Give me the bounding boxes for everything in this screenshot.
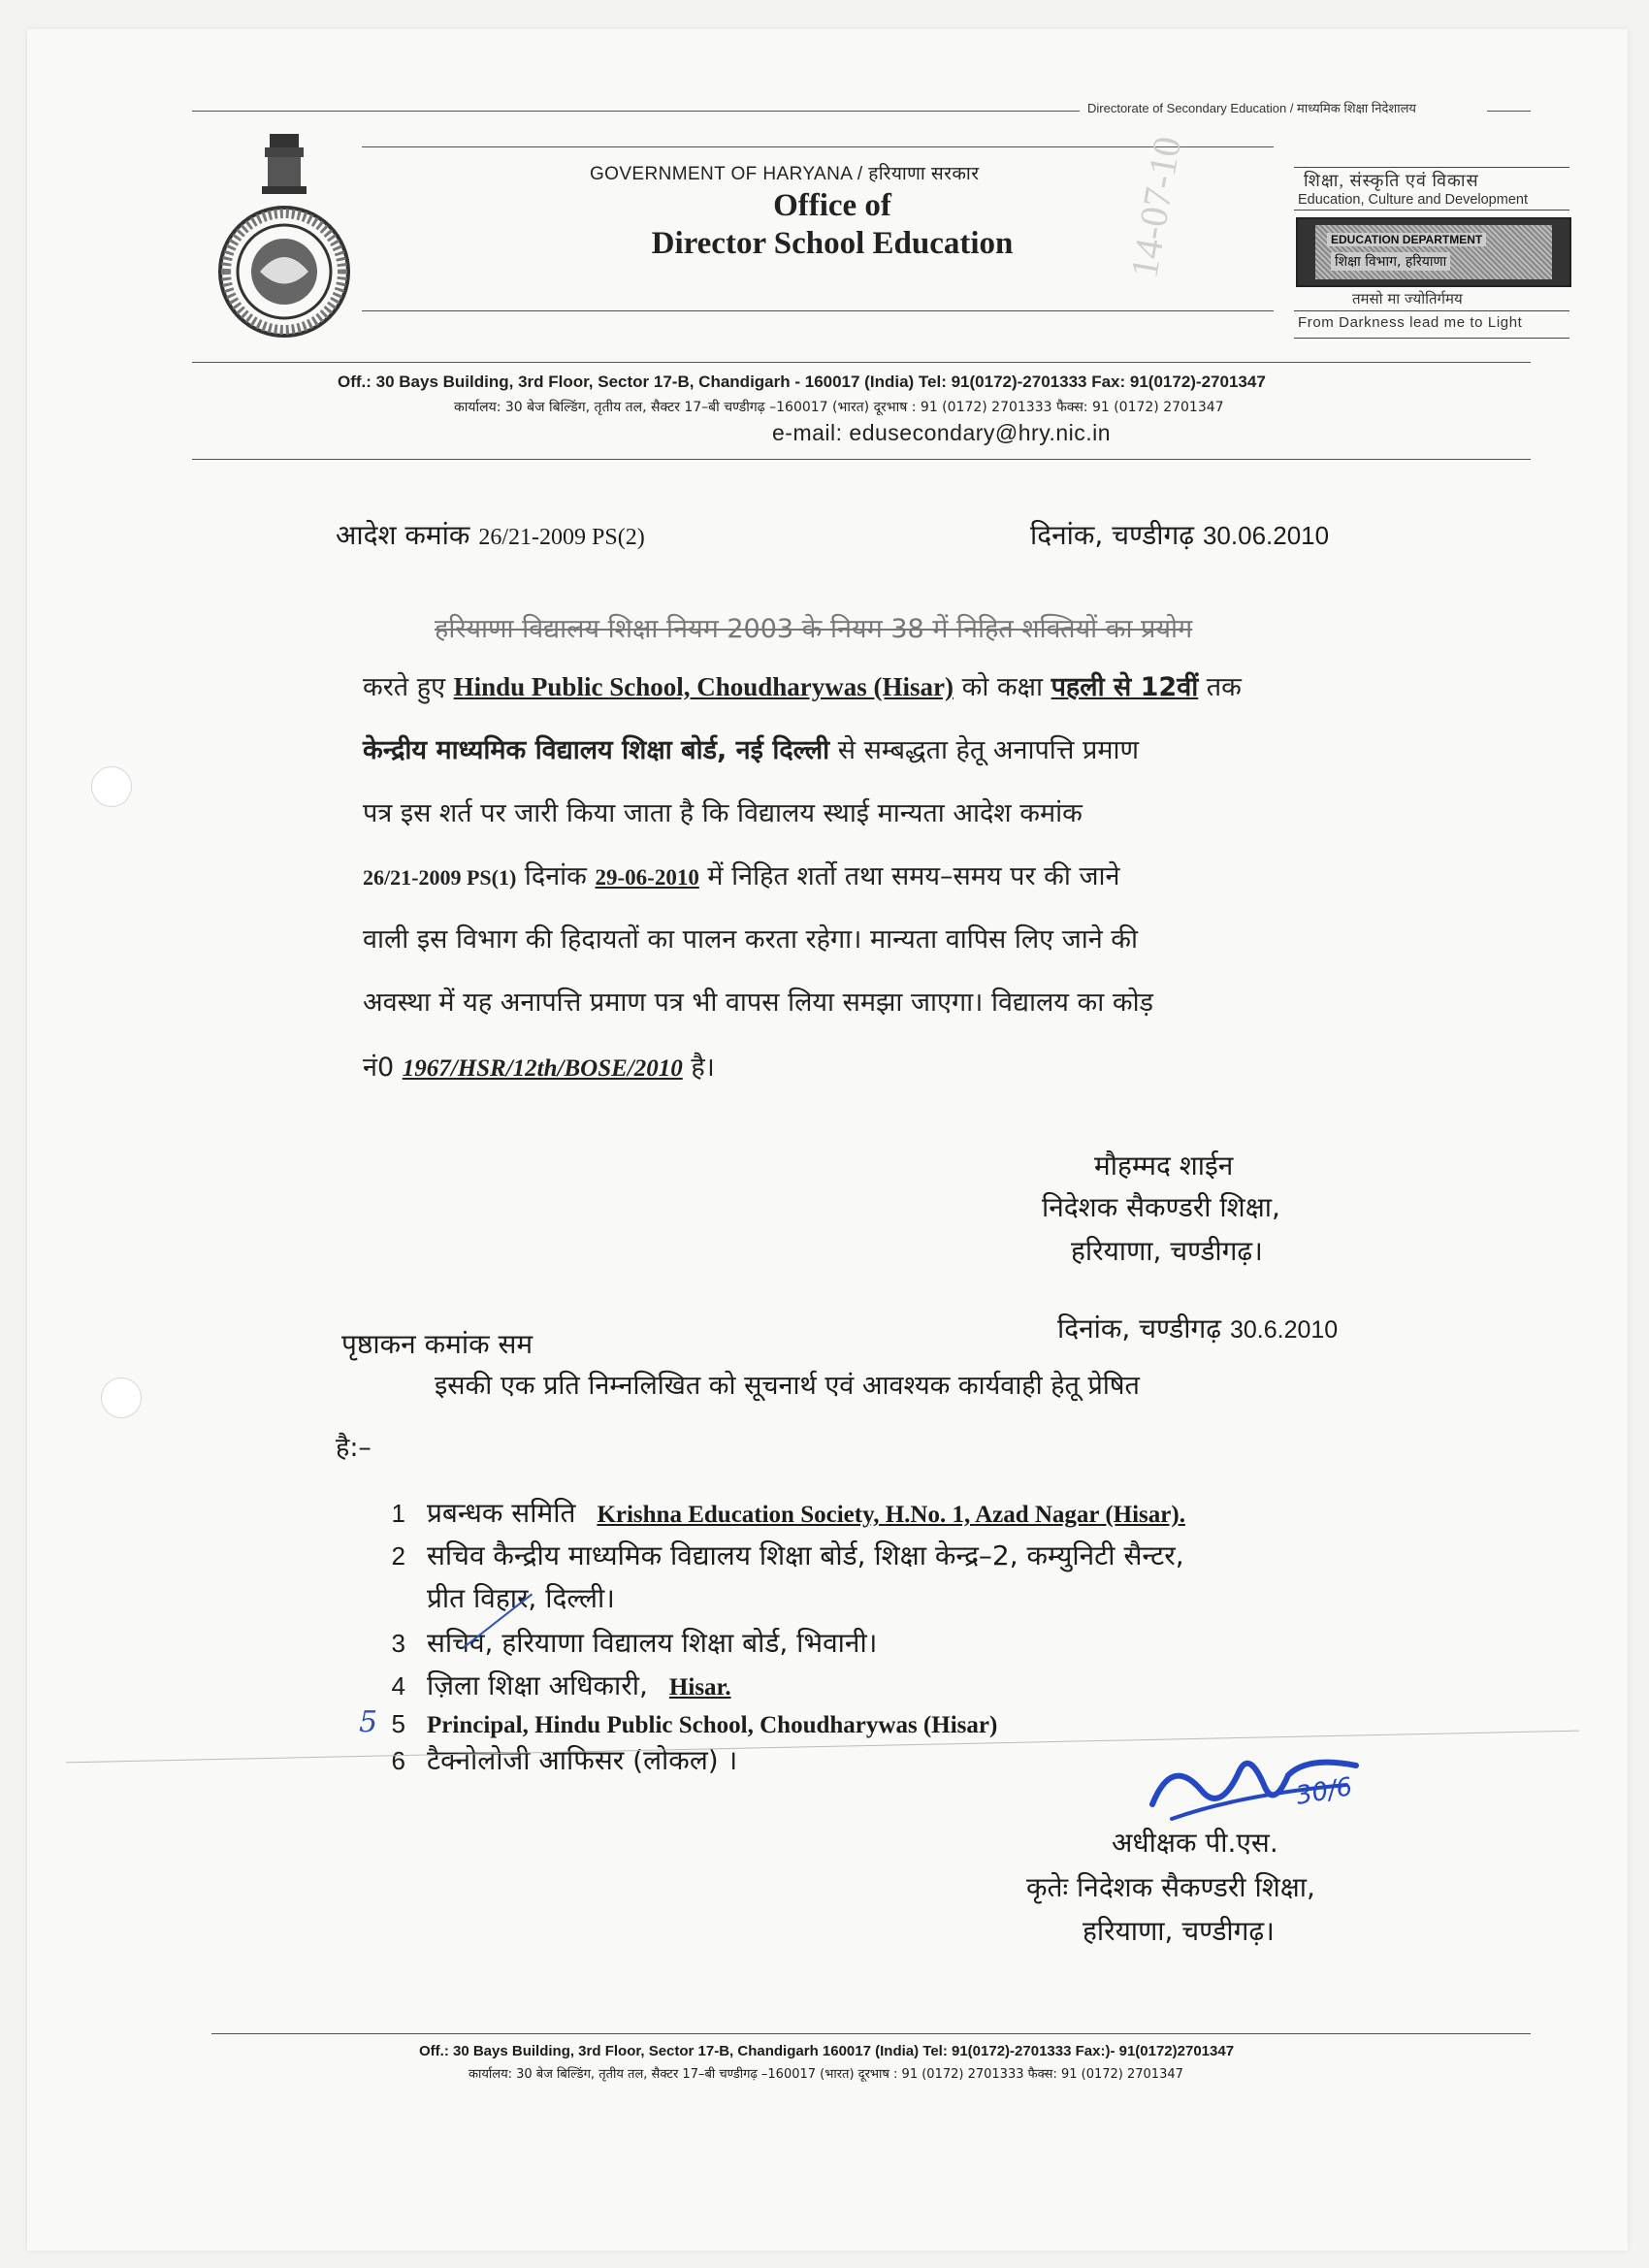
office-title-line1: Office of xyxy=(773,188,891,223)
body-line-4: पत्र इस शर्त पर जारी किया जाता है कि विद्यालय स्थाई मान्यता आदेश कमांक xyxy=(363,798,1083,828)
order-date: 30.06.2010 xyxy=(1202,521,1330,550)
header-rule-top xyxy=(362,146,1274,147)
order-number-row xyxy=(336,516,645,553)
class-range: पहली से 12वीं xyxy=(1051,672,1199,702)
body-line-5-rest: में निहित शर्तो तथा समय–समय पर की जाने xyxy=(707,861,1120,891)
superintendent-designation: कृतेः निदेशक सैकण्डरी शिक्षा, xyxy=(1026,1871,1315,1903)
endorsement-label: पृष्ठाकन कमांक सम xyxy=(341,1328,534,1360)
superintendent-place: हरियाणा, चण्डीगढ़। xyxy=(1083,1915,1275,1947)
recognition-order-ref: 26/21-2009 PS(1) xyxy=(363,865,517,890)
order-date-label: दिनांक, चण्डीगढ़ xyxy=(1030,519,1195,551)
list-item-text: सचिव, हरियाणा विद्यालय शिक्षा बोर्ड, भिवानी। xyxy=(427,1627,878,1659)
order-number: 26/21-2009 PS(2) xyxy=(478,525,645,550)
order-date-row xyxy=(1030,516,1329,553)
address-hi: कार्यालय: 30 बेज बिल्डिंग, तृतीय तल, सैक्टर 17–बी चण्डीगढ़ –160017 (भारत) दूरभाष : 91 (0172) 2701333 फैक्स: 91 (0172) 2701347 xyxy=(454,400,1224,415)
address-rule-bottom xyxy=(192,459,1531,460)
office-title-line2: Director School Education xyxy=(651,226,1014,261)
header-rule-bottom xyxy=(362,310,1274,311)
list-item xyxy=(376,1624,877,1661)
logo-tagline: Education, Culture and Development xyxy=(1298,192,1528,208)
superintendent-title: अधीक्षक पी.एस. xyxy=(1112,1827,1278,1859)
body-line-3 xyxy=(363,730,1139,766)
endorsement-date: 30.6.2010 xyxy=(1229,1316,1339,1344)
list-item-number: 4 xyxy=(391,1671,405,1701)
endorsement-date-row xyxy=(1057,1310,1338,1346)
list-item-text-en: Principal, Hindu Public School, Choudharywas (Hisar) xyxy=(427,1712,998,1738)
footer-rule xyxy=(211,2033,1531,2034)
dept-badge xyxy=(1296,217,1571,287)
dept-label-hi: शिक्षा विभाग, हरियाणा xyxy=(1331,252,1450,271)
punch-hole-top xyxy=(91,766,132,807)
body-line-1: हरियाणा विद्यालय शिक्षा नियम 2003 के नियम 38 में निहित शक्तियों का प्रयोग xyxy=(435,614,1193,644)
address-rule-top xyxy=(192,362,1531,363)
dept-label-en: EDUCATION DEPARTMENT xyxy=(1327,233,1486,246)
punch-hole-bottom xyxy=(101,1377,142,1418)
signatory-name: मौहम्मद शाईन xyxy=(1094,1150,1234,1182)
list-item xyxy=(376,1709,997,1739)
body-line-7: अवस्था में यह अनापत्ति प्रमाण पत्र भी वापस लिया समझा जाएगा। विद्यालय का कोड़ xyxy=(363,988,1154,1018)
body-line-8 xyxy=(363,1048,715,1084)
list-item-text-en: Hisar. xyxy=(668,1674,731,1701)
government-label: GOVERNMENT OF HARYANA / हरियाणा सरकार xyxy=(590,164,980,184)
body-line-2-end: तक xyxy=(1206,672,1242,702)
logo-motto-en: From Darkness lead me to Light xyxy=(1298,314,1523,331)
footer-address-en: Off.: 30 Bays Building, 3rd Floor, Sector 17-B, Chandigarh 160017 (India) Tel: 91(0172)-2701333 Fax:)- 91(0172)2701347 xyxy=(419,2043,1235,2059)
list-item-text: टैक्नोलोजी आफिसर (लोकल) । xyxy=(427,1744,738,1776)
endorsement-date-label: दिनांक, चण्डीगढ़ xyxy=(1057,1312,1222,1345)
education-department-logo xyxy=(1294,167,1569,340)
email-address: e-mail: edusecondary@hry.nic.in xyxy=(772,420,1112,445)
body-line-3-rest: से सम्बद्धता हेतू अनापत्ति प्रमाण xyxy=(837,735,1140,765)
footer-address-hi: कार्यालय: 30 बेज बिल्डिंग, तृतीय तल, सैक्टर 17–बी चण्डीगढ़ –160017 (भारत) दूरभाष : 91 (0172) 2701333 फैक्स: 91 (0172) 2701347 xyxy=(469,2067,1183,2082)
list-item-text-en: Krishna Education Society, H.No. 1, Azad Nagar (Hisar). xyxy=(597,1502,1185,1528)
letter-page xyxy=(27,29,1628,2251)
body-line-2-mid: को कक्षा xyxy=(961,672,1043,702)
list-item-text: सचिव कैन्द्रीय माध्यमिक विद्यालय शिक्षा बोर्ड, शिक्षा केन्द्र–2, कम्युनिटी सैन्टर, xyxy=(427,1539,1184,1571)
body-line-5-date-label: दिनांक xyxy=(524,861,587,891)
top-rule-left xyxy=(192,111,1094,112)
list-item-continuation xyxy=(427,1579,615,1616)
list-item-text: ज़िला शिक्षा अधिकारी, xyxy=(427,1669,648,1701)
list-item-text: प्रीत विहार, दिल्ली। xyxy=(427,1582,615,1614)
order-number-label: आदेश कमांक xyxy=(336,519,470,551)
handwritten-mark: 5 xyxy=(359,1705,378,1739)
endorsement-intro: इसकी एक प्रति निम्नलिखित को सूचनार्थ एवं आवश्यक कार्यवाही हेतू प्रेषित xyxy=(435,1371,1140,1401)
list-item-number: 2 xyxy=(391,1541,405,1571)
haryana-emblem-icon xyxy=(211,126,357,340)
board-name: केन्द्रीय माध्यमिक विद्यालय शिक्षा बोर्ड, नई दिल्ली xyxy=(363,735,830,765)
body-line-6: वाली इस विभाग की हिदायतों का पालन करता रहेगा। मान्यता वापिस लिए जाने की xyxy=(363,924,1139,955)
code-label: नं0 xyxy=(363,1053,395,1083)
list-item-number: 5 xyxy=(391,1709,405,1738)
body-line-8-end: है। xyxy=(691,1053,715,1083)
school-code: 1967/HSR/12th/BOSE/2010 xyxy=(402,1055,683,1082)
body-line-5 xyxy=(363,857,1119,892)
logo-motto-hi: तमसो मा ज्योतिर्गमय xyxy=(1352,290,1463,308)
address-en: Off.: 30 Bays Building, 3rd Floor, Sector 17-B, Chandigarh - 160017 (India) Tel: 91(0172)-2701333 Fax: 91(0172)-2701347 xyxy=(338,373,1266,391)
list-item-number: 6 xyxy=(391,1746,405,1775)
list-item xyxy=(376,1667,731,1703)
list-item xyxy=(376,1494,1185,1531)
top-rule-right xyxy=(1487,111,1531,112)
list-item xyxy=(376,1741,737,1778)
signatory-designation: निदेशक सैकण्डरी शिक्षा, xyxy=(1042,1191,1280,1223)
logo-motto-hi-top: शिक्षा, संस्कृति एवं विकास xyxy=(1304,171,1479,190)
body-line-2-start: करते हुए xyxy=(363,672,446,702)
signatory-place: हरियाणा, चण्डीगढ़। xyxy=(1071,1235,1263,1267)
list-item-number: 3 xyxy=(391,1629,405,1658)
handwritten-date: 30/6 xyxy=(1293,1772,1355,1811)
directorate-label: Directorate of Secondary Education / माध्यमिक शिक्षा निदेशालय xyxy=(1080,99,1424,116)
list-item-text: प्रबन्धक समिति xyxy=(427,1497,576,1529)
body-line-2 xyxy=(363,667,1242,703)
endorsement-intro-end: है:– xyxy=(336,1433,372,1463)
school-name: Hindu Public School, Choudharywas (Hisar) xyxy=(453,672,954,701)
list-item xyxy=(376,1537,1184,1573)
list-item-number: 1 xyxy=(391,1499,405,1528)
faint-stamp: 14-07-10 xyxy=(1121,133,1190,281)
recognition-order-date: 29-06-2010 xyxy=(595,865,699,890)
